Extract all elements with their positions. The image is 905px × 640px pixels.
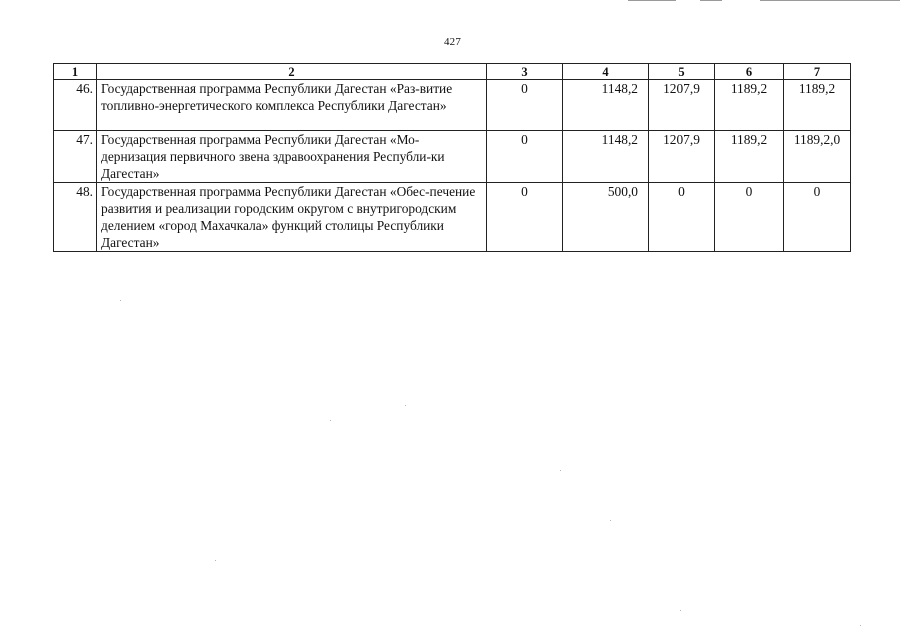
program-name-cell: Государственная программа Республики Дагестан «Мо-дернизация первичного звена здравоохранения Республи-ки Дагестан» [97, 131, 487, 183]
value-cell-col7: 1189,2,0 [784, 131, 851, 183]
table-row [54, 131, 851, 183]
table-row [54, 183, 851, 252]
value-cell-col4: 1148,2 [563, 80, 649, 131]
value-cell-col3: 0 [487, 131, 563, 183]
column-header: 5 [649, 64, 715, 80]
program-name-cell: Государственная программа Республики Дагестан «Раз-витие топливно-энергетического комплекса Республики Дагестан» [97, 80, 487, 131]
column-header: 6 [715, 64, 784, 80]
column-header: 2 [97, 64, 487, 80]
value-cell-col7: 1189,2 [784, 80, 851, 131]
column-header: 3 [487, 64, 563, 80]
scan-speck [560, 470, 561, 471]
scan-speck [860, 625, 861, 626]
value-cell-col6: 1189,2 [715, 80, 784, 131]
page-number: 427 [443, 36, 462, 48]
value-cell-col3: 0 [487, 80, 563, 131]
scan-speck [215, 560, 216, 561]
scan-speck [330, 420, 331, 421]
row-number-cell: 47. [54, 131, 97, 183]
scan-speck [610, 520, 611, 521]
table-row [54, 80, 851, 131]
scan-edge-mark [700, 0, 722, 1]
value-cell-col6: 0 [715, 183, 784, 252]
value-cell-col5: 1207,9 [649, 131, 715, 183]
programs-table [53, 63, 851, 252]
value-cell-col4: 1148,2 [563, 131, 649, 183]
row-number-cell: 48. [54, 183, 97, 252]
scan-edge-mark [760, 0, 900, 1]
column-header: 1 [54, 64, 97, 80]
column-header: 7 [784, 64, 851, 80]
value-cell-col6: 1189,2 [715, 131, 784, 183]
value-cell-col7: 0 [784, 183, 851, 252]
value-cell-col4: 500,0 [563, 183, 649, 252]
value-cell-col5: 1207,9 [649, 80, 715, 131]
scan-speck [680, 610, 681, 611]
scan-edge-mark [628, 0, 676, 1]
value-cell-col3: 0 [487, 183, 563, 252]
column-header: 4 [563, 64, 649, 80]
header-row [54, 64, 851, 80]
scan-speck [120, 300, 121, 301]
value-cell-col5: 0 [649, 183, 715, 252]
row-number-cell: 46. [54, 80, 97, 131]
scan-speck [405, 405, 406, 406]
program-name-cell: Государственная программа Республики Дагестан «Обес-печение развития и реализации городским округом с внутригородским делением «город Махачкала» функций столицы Республики Дагестан» [97, 183, 487, 252]
